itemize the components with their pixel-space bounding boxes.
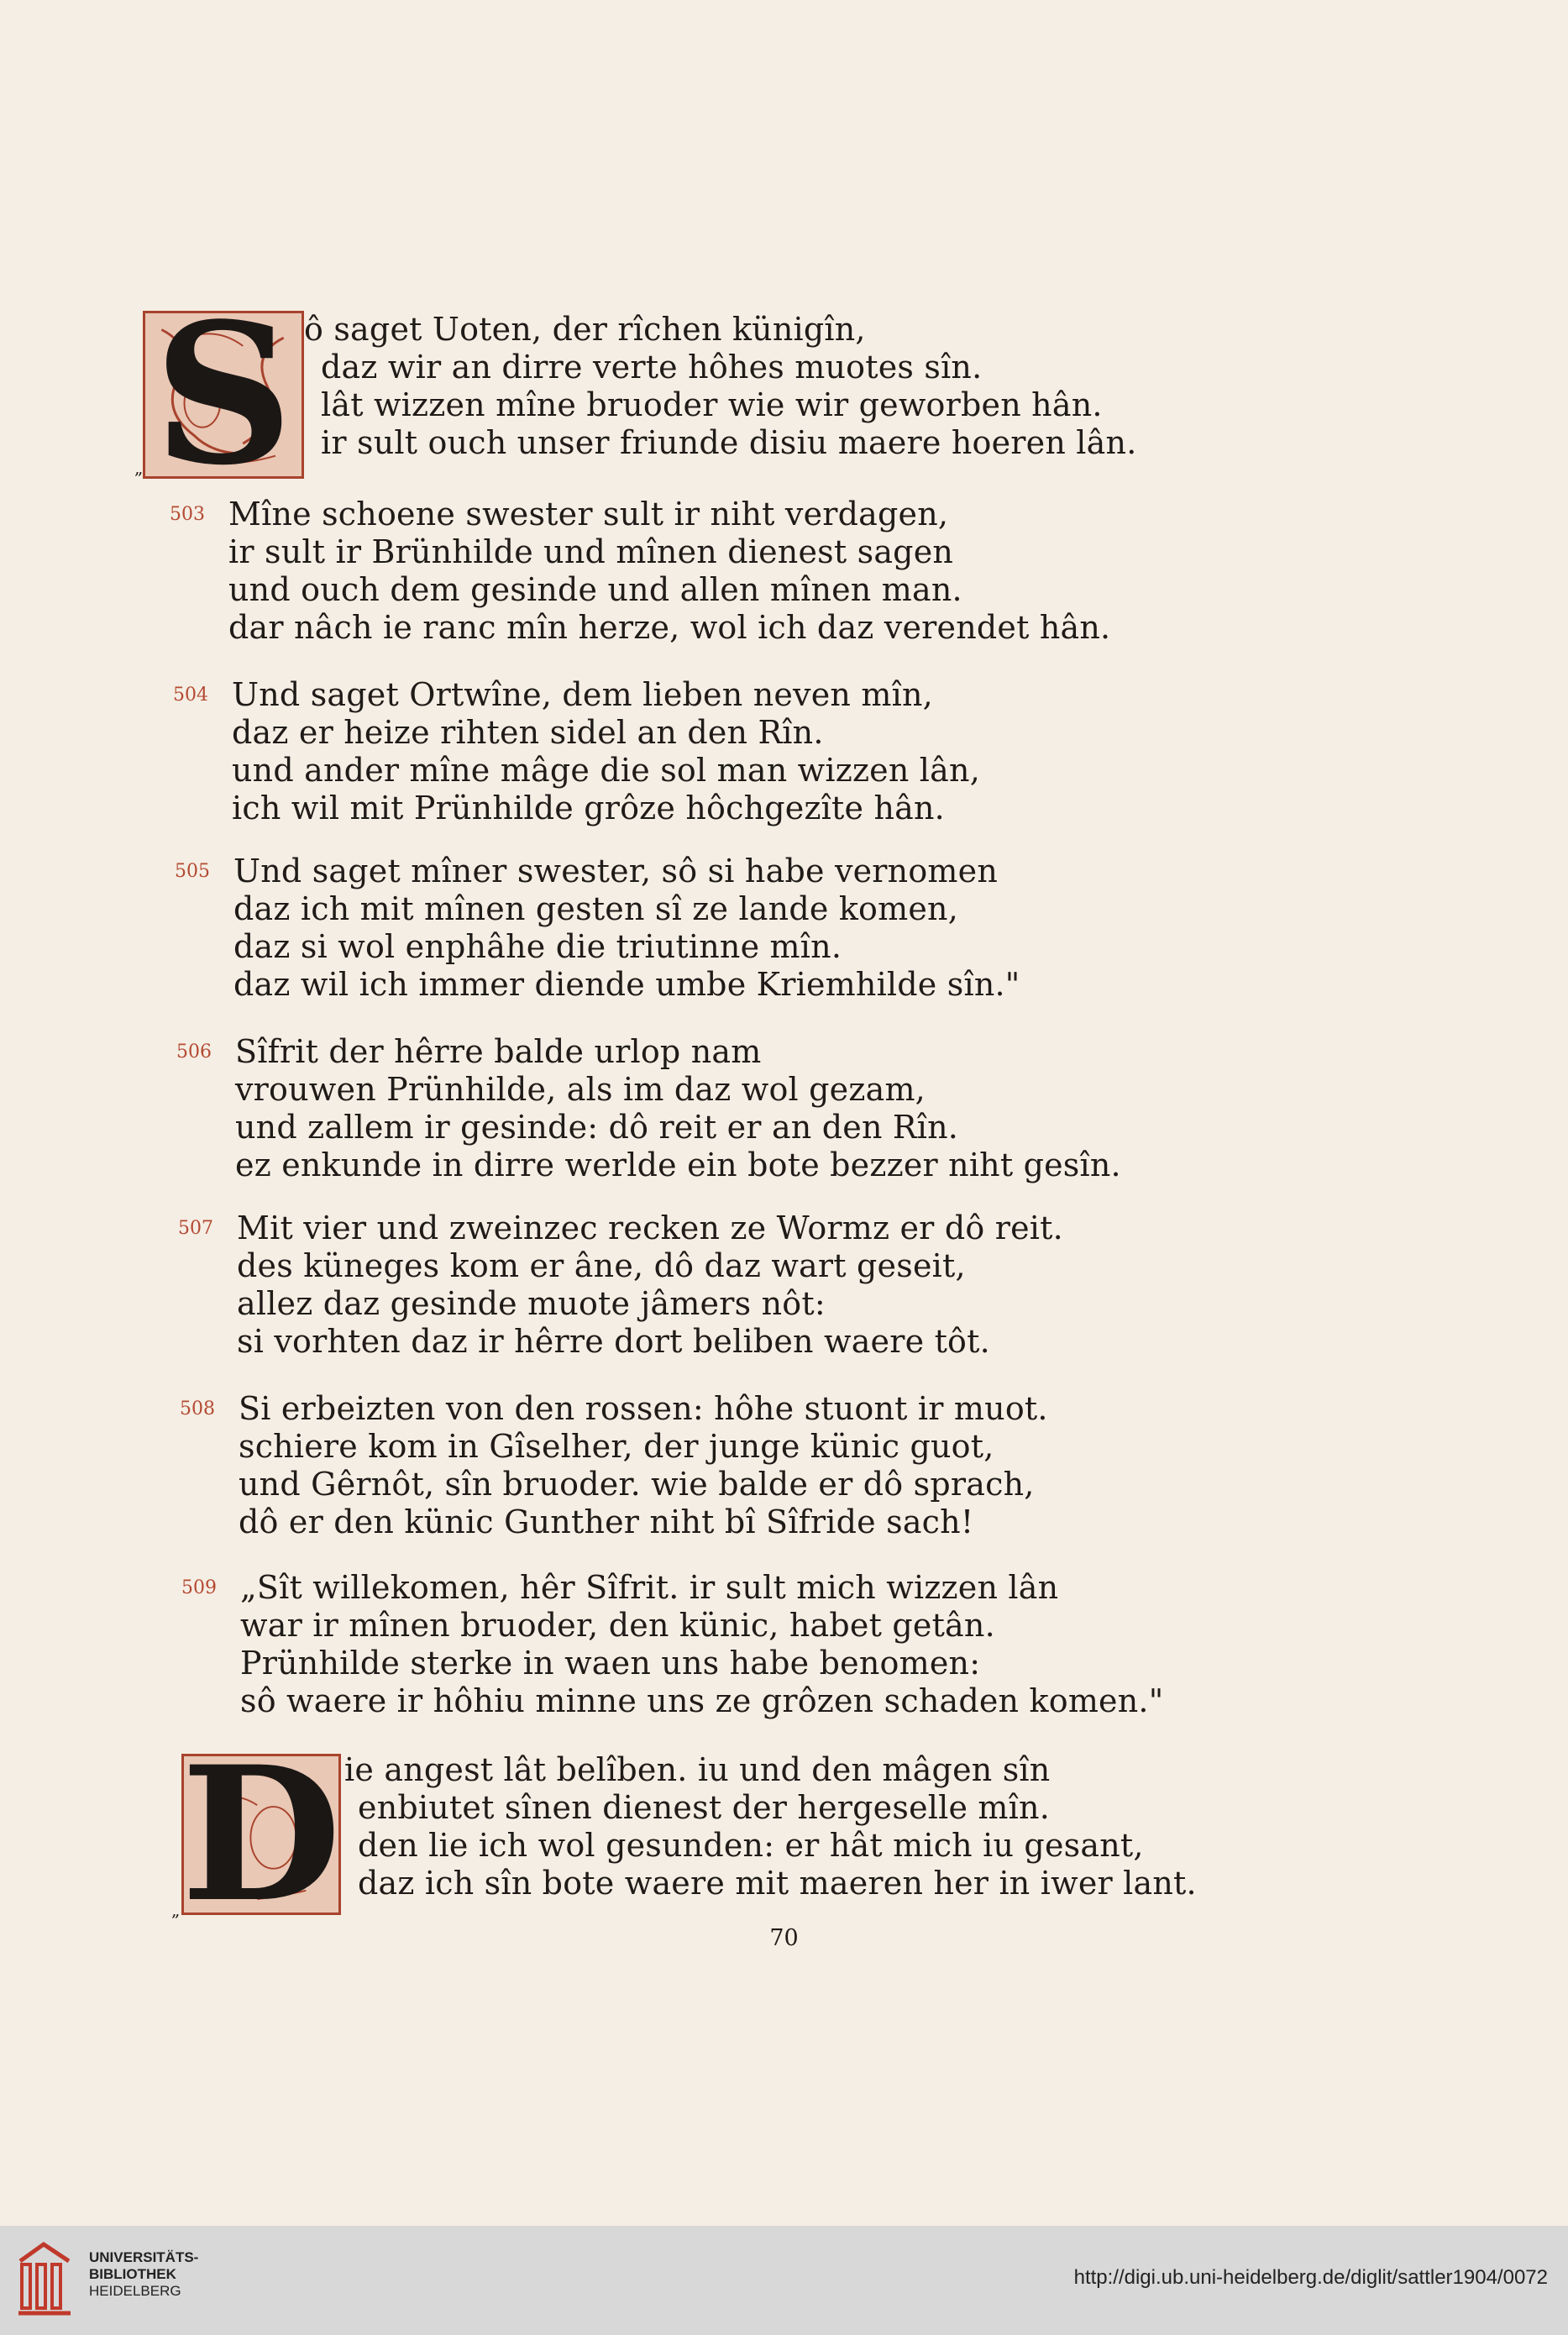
stanza-510: [344, 1751, 1197, 1902]
footer-bar: [0, 2226, 1568, 2335]
verse-line: si vorhten daz ir hêrre dort beliben waere tôt.: [237, 1323, 990, 1360]
permalink-url[interactable]: http://digi.ub.uni-heidelberg.de/diglit/sattler1904/0072: [1073, 2266, 1548, 2289]
verse-line: enbiutet sînen dienest der hergeselle mîn.: [358, 1789, 1050, 1826]
library-name-line: HEIDELBERG: [89, 2283, 181, 2299]
verse-line: sô waere ir hôhiu minne uns ze grôzen schaden komen.": [240, 1682, 1164, 1719]
verse-line: Sîfrit der hêrre balde urlop nam: [235, 1033, 762, 1070]
verse-line: lât wizzen mîne bruoder wie wir geworben hân.: [321, 386, 1103, 423]
verse-line: ô saget Uoten, der rîchen künigîn,: [304, 311, 866, 348]
stanza-506: [176, 1033, 1121, 1184]
verse-line: Mîne schoene swester sult ir niht verdagen,: [228, 496, 949, 533]
stanza-number: 504: [173, 685, 208, 706]
stanza-502: [304, 311, 1136, 462]
verse-line: des küneges kom er âne, dô daz wart geseit,: [237, 1247, 966, 1284]
stanza-504: [173, 676, 980, 827]
stanza-505: [175, 853, 1020, 1004]
verse-line: daz si wol enphâhe die triutinne mîn.: [233, 928, 842, 965]
stanza-number: 505: [175, 861, 210, 882]
verse-line: daz wil ich immer diende umbe Kriemhilde sîn.": [233, 966, 1020, 1003]
verse-line: und Gêrnôt, sîn bruoder. wie balde er dô sprach,: [239, 1466, 1035, 1503]
stanza-508: [180, 1390, 1048, 1541]
stanza-507: [178, 1209, 1063, 1361]
verse-line: daz er heize rihten sidel an den Rîn.: [232, 714, 824, 751]
stanza-number: 509: [181, 1577, 217, 1598]
verse-line: und ander mîne mâge die sol man wizzen lân,: [232, 752, 980, 789]
stanza-number: 507: [178, 1218, 213, 1239]
initial-letter-s: S: [153, 281, 294, 508]
verse-line: Prünhilde sterke in waen uns habe benomen:: [240, 1645, 981, 1682]
verse-line: Si erbeizten von den rossen: hôhe stuont ir muot.: [239, 1390, 1048, 1427]
initial-letter-d: D: [181, 1725, 342, 1943]
quote-mark-1: „: [134, 458, 144, 478]
library-name-line: BIBLIOTHEK: [89, 2266, 176, 2282]
verse-line: und ouch dem gesinde und allen mînen man.: [228, 571, 962, 608]
verse-line: vrouwen Prünhilde, als im daz wol gezam,: [235, 1071, 926, 1108]
quote-mark-2: „: [171, 1900, 181, 1920]
verse-line: schiere kom in Gîselher, der junge künic guot,: [239, 1428, 994, 1465]
library-name-line: UNIVERSITÄTS-: [89, 2249, 199, 2265]
verse-line: dar nâch ie ranc mîn herze, wol ich daz verendet hân.: [228, 609, 1111, 646]
library-logo-icon[interactable]: [13, 2236, 76, 2320]
verse-line: ez enkunde in dirre werlde ein bote bezzer niht gesîn.: [235, 1147, 1121, 1183]
verse-line: Und saget mîner swester, sô si habe vernomen: [233, 853, 999, 889]
verse-line: ich wil mit Prünhilde grôze hôchgezîte hân.: [232, 790, 945, 826]
stanza-509: [181, 1569, 1164, 1720]
verse-line: daz ich mit mînen gesten sî ze lande komen,: [233, 890, 959, 927]
verse-line: und zallem ir gesinde: dô reit er an den Rîn.: [235, 1109, 959, 1146]
verse-line: Mit vier und zweinzec recken ze Wormz er dô reit.: [237, 1209, 1063, 1246]
verse-line: ir sult ouch unser friunde disiu maere hoeren lân.: [321, 424, 1137, 461]
verse-line: dô er den künic Gunther niht bî Sîfride sach!: [239, 1503, 974, 1540]
verse-line: Und saget Ortwîne, dem lieben neven mîn,: [232, 676, 933, 713]
stanza-number: 503: [170, 504, 205, 525]
verse-line: „Sît willekomen, hêr Sîfrit. ir sult mich wizzen lân: [240, 1569, 1059, 1606]
stanza-number: 508: [180, 1398, 215, 1419]
decorated-initial-d: [181, 1725, 342, 1943]
stanza-503: [170, 496, 1111, 647]
verse-line: allez daz gesinde muote jâmers nôt:: [237, 1285, 826, 1322]
verse-line: ie angest lât belîben. iu und den mâgen sîn: [344, 1751, 1051, 1788]
verse-line: den lie ich wol gesunden: er hât mich iu gesant,: [358, 1827, 1144, 1864]
decorated-initial-s: [143, 281, 304, 508]
verse-line: war ir mînen bruoder, den künic, habet getân.: [240, 1607, 995, 1644]
page-number: 70: [769, 1925, 799, 1951]
library-name[interactable]: [89, 2249, 198, 2300]
verse-line: daz wir an dirre verte hôhes muotes sîn.: [321, 349, 983, 386]
stanza-number: 506: [176, 1042, 212, 1063]
verse-line: ir sult ir Brünhilde und mînen dienest sagen: [228, 533, 954, 570]
verse-line: daz ich sîn bote waere mit maeren her in iwer lant.: [358, 1865, 1197, 1902]
